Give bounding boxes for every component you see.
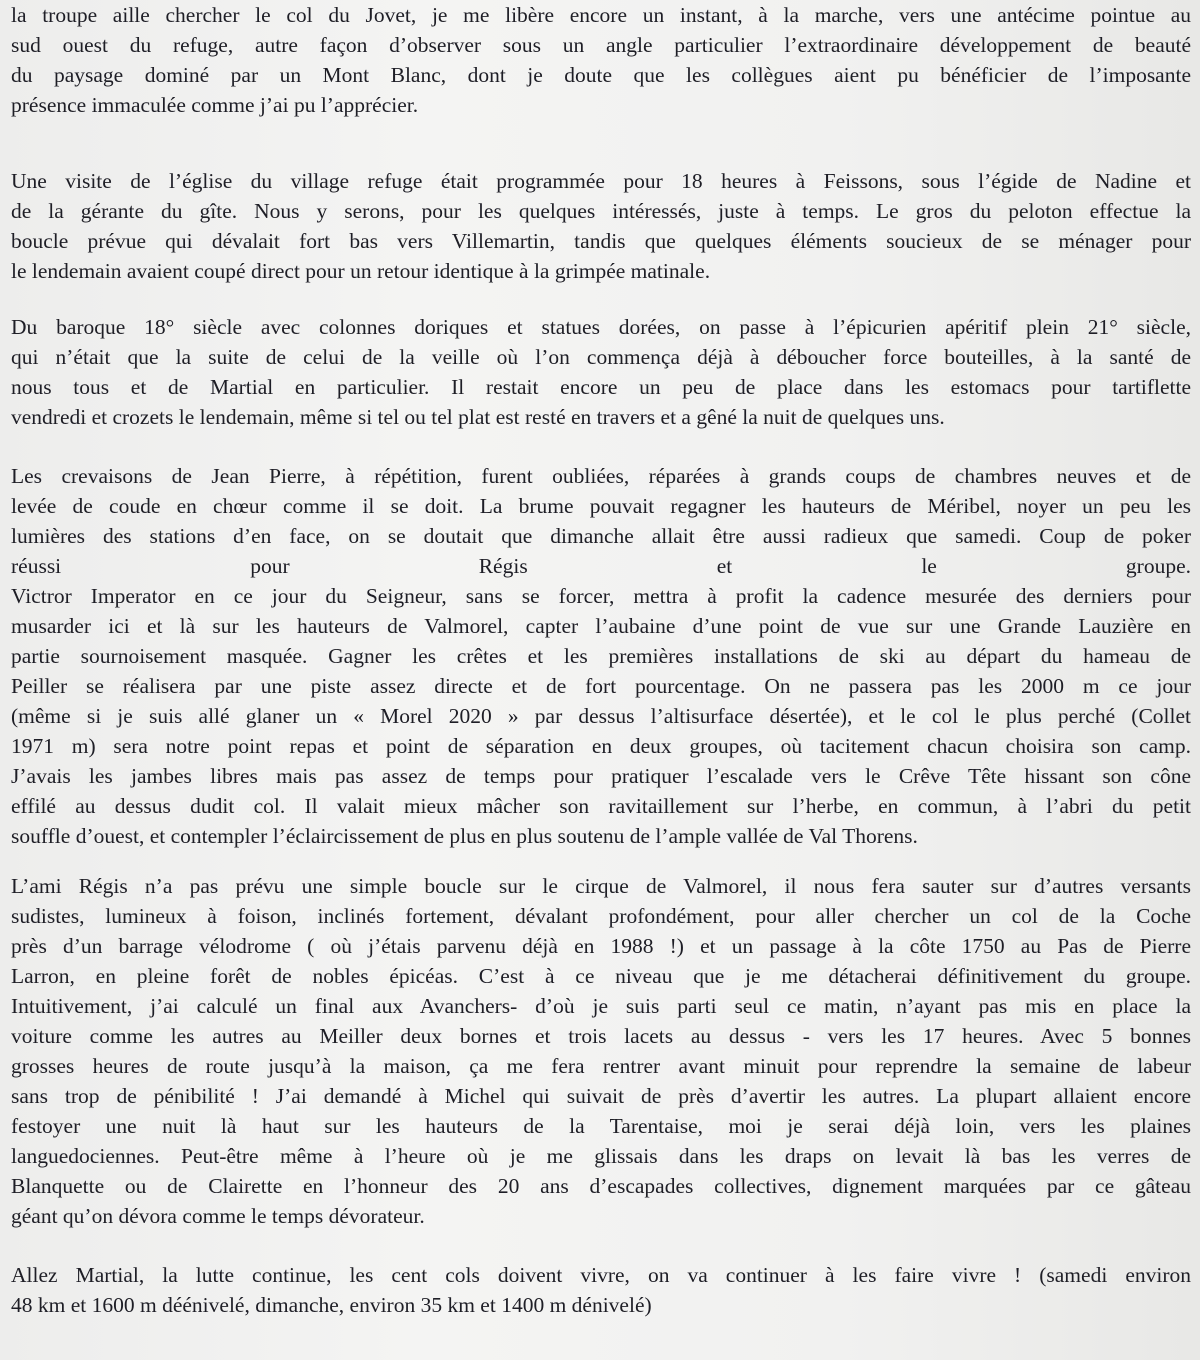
text-line: boucle prévue qui dévalait fort bas vers Villemartin, tandis que quelques éléments soucieux de se ménager pour [11,229,1191,253]
text-line: qui n’était que la suite de celui de la veille où l’on commença déjà à déboucher force bouteilles, à la santé de [11,345,1191,369]
text-line: nous tous et de Martial en particulier. Il restait encore un peu de place dans les estomacs pour tartiflette [11,375,1191,399]
text-line: géant qu’on dévora comme le temps dévorateur. [11,1204,425,1228]
text-line: Blanquette ou de Clairette en l’honneur des 20 ans d’escapades collectives, dignement marquées par ce gâteau [11,1174,1191,1198]
text-line: Peiller se réalisera par une piste assez directe et de fort pourcentage. On ne passera pas les 2000 m ce jour [11,674,1191,698]
text-line: près d’un barrage vélodrome ( où j’étais parvenu déjà en 1988 !) et un passage à la côte 1750 au Pas de Pierre [11,934,1191,958]
text-line: du paysage dominé par un Mont Blanc, dont je doute que les collègues aient pu bénéficier de l’imposante [11,63,1191,87]
text-line: 1971 m) sera notre point repas et point de séparation en deux groupes, où tacitement chacun choisira son camp. [11,734,1191,758]
text-line: la troupe aille chercher le col du Jovet, je me libère encore un instant, à la marche, vers une antécime pointue au [11,3,1191,27]
text-line: sudistes, lumineux à foison, inclinés fortement, dévalant profondément, pour aller chercher un col de la Coche [11,904,1191,928]
text-line: festoyer une nuit là haut sur les hauteurs de la Tarentaise, moi je serai déjà loin, vers les plaines [11,1114,1191,1138]
text-line: levée de coude en chœur comme il se doit. La brume pouvait regagner les hauteurs de Méribel, noyer un peu les [11,494,1191,518]
text-line: sans trop de pénibilité ! J’ai demandé à Michel qui suivait de près d’avertir les autres. La plupart allaient encore [11,1084,1191,1108]
text-line: Les crevaisons de Jean Pierre, à répétition, furent oubliées, réparées à grands coups de chambres neuves et de [11,464,1191,488]
text-line: L’ami Régis n’a pas prévu une simple boucle sur le cirque de Valmorel, il nous fera sauter sur d’autres versants [11,874,1191,898]
text-line: présence immaculée comme j’ai pu l’apprécier. [11,93,419,117]
text-line: souffle d’ouest, et contempler l’éclaircissement de plus en plus soutenu de l’ample vallée de Val Thorens. [11,824,918,848]
text-line: réussi pour Régis et le groupe. [11,554,1191,578]
text-line: voiture comme les autres au Meiller deux bornes et trois lacets au dessus - vers les 17 heures. Avec 5 bonnes [11,1024,1191,1048]
text-line: J’avais les jambes libres mais pas assez de temps pour pratiquer l’escalade vers le Crêve Tête hissant son cône [11,764,1191,788]
text-line: (même si je suis allé glaner un « Morel 2020 » par dessus l’altisurface désertée), et le col le plus perché (Collet [11,704,1191,728]
text-line: Allez Martial, la lutte continue, les cent cols doivent vivre, on va continuer à les faire vivre ! (samedi environ [11,1263,1191,1287]
text-line: Victror Imperator en ce jour du Seigneur, sans se forcer, mettra à profit la cadence mesurée des derniers pour [11,584,1191,608]
text-line: grosses heures de route jusqu’à la maison, ça me fera rentrer avant minuit pour reprendre la semaine de labeur [11,1054,1191,1078]
text-line: languedociennes. Peut-être même à l’heure où je me glissais dans les draps on levait là bas les verres de [11,1144,1191,1168]
text-line: musarder ici et là sur les hauteurs de Valmorel, capter l’aubaine d’une point de vue sur une Grande Lauzière en [11,614,1191,638]
text-line: sud ouest du refuge, autre façon d’observer sous un angle particulier l’extraordinaire développement de beauté [11,33,1191,57]
text-line: lumières des stations d’en face, on se doutait que dimanche allait être aussi radieux que samedi. Coup de poker [11,524,1191,548]
text-line: Une visite de l’église du village refuge était programmée pour 18 heures à Feissons, sous l’égide de Nadine et [11,169,1191,193]
text-line: partie sournoisement masquée. Gagner les crêtes et les premières installations de ski au départ du hameau de [11,644,1191,668]
text-line: Intuitivement, j’ai calculé un final aux Avanchers- d’où je suis parti seul ce matin, n’ayant pas mis en place la [11,994,1191,1018]
text-line: Du baroque 18° siècle avec colonnes doriques et statues dorées, on passe à l’épicurien apéritif plein 21° siècle, [11,315,1191,339]
text-line: Larron, en pleine forêt de nobles épicéas. C’est à ce niveau que je me détacherai définitivement du groupe. [11,964,1191,988]
text-line: le lendemain avaient coupé direct pour un retour identique à la grimpée matinale. [11,259,711,283]
text-line: de la gérante du gîte. Nous y serons, pour les quelques intéressés, juste à temps. Le gros du peloton effectue la [11,199,1191,223]
text-line: vendredi et crozets le lendemain, même si tel ou tel plat est resté en travers et a gêné la nuit de quelques uns. [11,405,945,429]
text-line: 48 km et 1600 m déénivelé, dimanche, environ 35 km et 1400 m dénivelé) [11,1293,652,1317]
text-line: effilé au dessus dudit col. Il valait mieux mâcher son ravitaillement sur l’herbe, en commun, à l’abri du petit [11,794,1191,818]
